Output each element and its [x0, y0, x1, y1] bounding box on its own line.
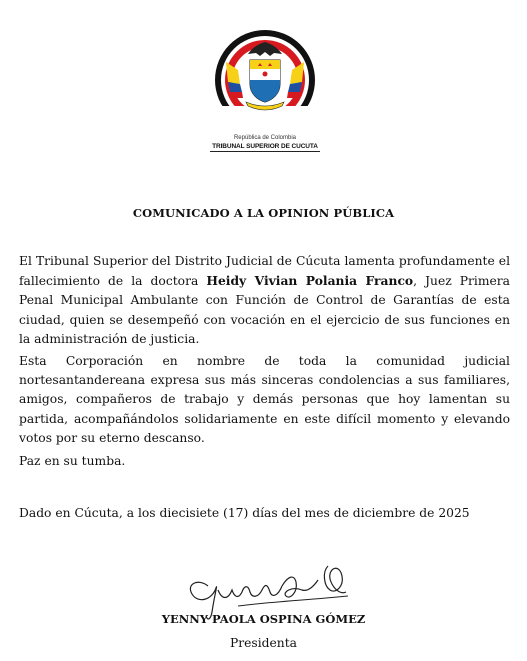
logo-divider: [210, 151, 320, 152]
signer-role: Presidenta: [229, 636, 297, 650]
document-title: COMUNICADO A LA OPINION PÚBLICA: [132, 206, 395, 220]
paragraph-announcement: [19, 252, 510, 349]
paragraph-intro-text: El Tribunal Superior del Distrito Judicial de Cúcuta lamenta profundamente el fallecimiento de la doctora: [19, 254, 510, 289]
signer-name: YENNY PAOLA OSPINA GÓMEZ: [161, 612, 366, 626]
paragraph-intro-continuation: , Juez Primera Penal Municipal Ambulante con Función de Control de Garantías de esta ciudad, quien se desempeñó con vocación en el ejercicio de sus funciones en la administración de justicia.: [19, 274, 510, 346]
logo-tribunal-label: TRIBUNAL SUPERIOR DE CUCUTA: [212, 143, 318, 150]
paragraph-rest-in-peace: Paz en su tumba.: [19, 454, 126, 468]
logo-republic-label: República de Colombia: [233, 135, 297, 141]
deceased-name: Heidy Vivian Polania Franco: [206, 273, 414, 289]
date-line: Dado en Cúcuta, a los diecisiete (17) días del mes de diciembre de 2025: [19, 506, 470, 520]
paragraph-condolences: Esta Corporación en nombre de toda la comunidad judicial nortesantandereana expresa sus más sinceras condolencias a sus familiares, amigos, compañeros de trabajo y demás personas que hoy lamentan su partida, acompañándolos solidariamente en este difícil momento y elevando votos por su eterno descanso.: [19, 354, 510, 445]
